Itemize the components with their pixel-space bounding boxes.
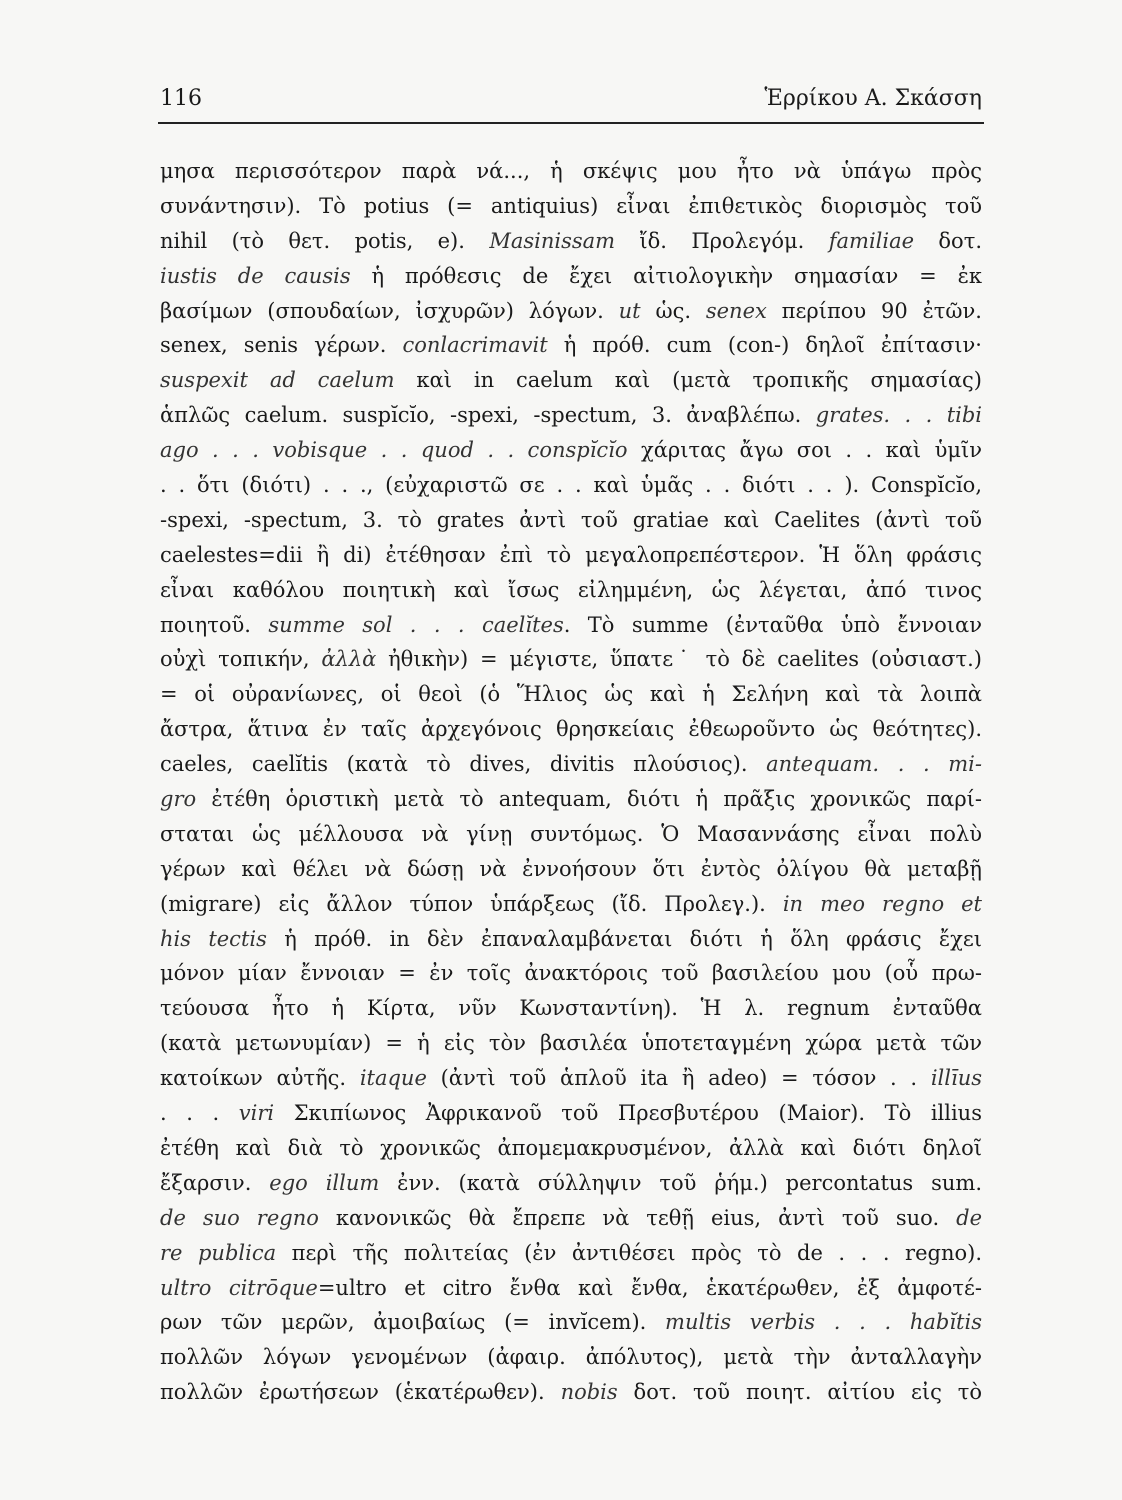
text-segment: ἡ πρόθ. in δὲν ἐπαναλαμβάνεται διότι ἡ ὅλη φράσις ἔχει bbox=[266, 926, 982, 951]
text-segment: caeles, caelĭtis (κατὰ τὸ dives, divitis πλούσιος). bbox=[160, 752, 767, 777]
text-segment: . Τὸ summe (ἐνταῦθα ὑπὸ ἔννοιαν bbox=[563, 612, 982, 637]
text-segment: ρων τῶν μερῶν, ἀμοιβαίως (= invĭcem). bbox=[160, 1310, 666, 1335]
text-line bbox=[160, 642, 982, 677]
text-segment: . . ὅτι (διότι) . . ., (εὐχαριστῶ σε . . καὶ ὑμᾶς . . διότι . . ). Conspĭcĭo, bbox=[160, 473, 982, 498]
latin-lemma: grates. . . tibi bbox=[815, 403, 983, 428]
text-line bbox=[160, 817, 982, 852]
text-segment: χάριτας ἄγω σοι . . καὶ ὑμῖν bbox=[627, 438, 982, 463]
text-segment: (κατὰ μετωνυμίαν) = ἡ εἰς τὸν βασιλέα ὑποτεταγμένη χώρα μετὰ τῶν bbox=[160, 1031, 982, 1056]
latin-lemma: his tectis bbox=[160, 926, 267, 951]
text-segment: nihil (τὸ θετ. potis, e). bbox=[160, 228, 490, 253]
latin-lemma: viri bbox=[238, 1101, 275, 1126]
text-line bbox=[160, 538, 982, 573]
running-title: Ἑρρίκου Α. Σκάσση bbox=[764, 86, 982, 111]
text-line bbox=[160, 1305, 982, 1340]
text-line bbox=[160, 573, 982, 608]
text-line bbox=[160, 189, 982, 224]
latin-lemma: gro bbox=[160, 787, 197, 812]
text-segment: ἐτέθη ὁριστικὴ μετὰ τὸ antequam, διότι ἡ πρᾶξις χρονικῶς παρί- bbox=[196, 787, 982, 812]
text-line bbox=[160, 328, 982, 363]
latin-lemma: ego illum bbox=[269, 1170, 380, 1195]
text-segment: περίπου 90 ἐτῶν. bbox=[766, 298, 982, 323]
text-line bbox=[160, 1131, 982, 1166]
text-segment: ἴδ. Προλεγόμ. bbox=[615, 228, 829, 253]
text-segment: ἐτέθη καὶ διὰ τὸ χρονικῶς ἀπομεμακρυσμένον, ἀλλὰ καὶ διότι δηλοῖ bbox=[160, 1135, 982, 1160]
text-segment: τεύουσα ἦτο ἡ Κίρτα, νῦν Κωνσταντίνη). Ἡ λ. regnum ἐνταῦθα bbox=[160, 996, 982, 1021]
latin-lemma: illīus bbox=[930, 1066, 982, 1091]
text-segment: (ἀντὶ τοῦ ἁπλοῦ ita ἢ adeo) = τόσον . . bbox=[426, 1066, 931, 1091]
latin-lemma: ago . . . vobisque . . quod . . conspĭcĭo bbox=[160, 438, 628, 463]
text-segment: πολλῶν ἐρωτήσεων (ἑκατέρωθεν). bbox=[160, 1380, 561, 1405]
text-segment: περὶ τῆς πολιτείας (ἐν ἀντιθέσει πρὸς τὸ de . . . regno). bbox=[276, 1240, 982, 1265]
text-segment: γέρων καὶ θέλει νὰ δώσῃ νὰ ἐννοήσουν ὅτι ἐντὸς ὀλίγου θὰ μεταβῇ bbox=[160, 856, 982, 881]
page-header bbox=[160, 82, 982, 116]
text-line bbox=[160, 224, 982, 259]
text-line bbox=[160, 1236, 982, 1271]
text-segment: εἶναι καθόλου ποιητικὴ καὶ ἴσως εἰλημμένη, ὡς λέγεται, ἀπό τινος bbox=[160, 577, 982, 602]
text-segment: ἠθικὴν) = μέγιστε, ὕπατε˙ τὸ δὲ caelites (οὐσιαστ.) bbox=[376, 647, 982, 672]
text-segment: κατοίκων αὐτῆς. bbox=[160, 1066, 360, 1091]
text-segment: πολλῶν λόγων γενομένων (ἀφαιρ. ἀπόλυτος), μετὰ τὴν ἀνταλλαγὴν bbox=[160, 1345, 982, 1370]
text-line bbox=[160, 677, 982, 712]
text-line bbox=[160, 887, 982, 922]
text-line bbox=[160, 468, 982, 503]
latin-lemma: in meo regno et bbox=[782, 891, 982, 916]
text-segment: Σκιπίωνος Ἀφρικανοῦ τοῦ Πρεσβυτέρου (Maior). Τὸ illius bbox=[274, 1101, 982, 1126]
latin-lemma: de bbox=[956, 1205, 982, 1230]
text-segment: ὡς. bbox=[640, 298, 706, 323]
latin-lemma: itaque bbox=[359, 1066, 427, 1091]
latin-lemma: antequam. . . mi- bbox=[766, 752, 982, 777]
text-segment: ἡ πρόθεσις de ἔχει αἰτιολογικὴν σημασίαν = ἐκ bbox=[350, 263, 982, 288]
text-segment: = οἱ οὐρανίωνες, οἱ θεοὶ (ὁ Ἥλιος ὡς καὶ ἡ Σελήνη καὶ τὰ λοιπὰ bbox=[160, 682, 982, 707]
text-segment: (migrare) εἰς ἄλλον τύπον ὑπάρξεως (ἴδ. Προλεγ.). bbox=[160, 891, 783, 916]
latin-lemma: ut bbox=[618, 298, 641, 323]
text-line bbox=[160, 782, 982, 817]
text-line bbox=[160, 852, 982, 887]
text-line bbox=[160, 1340, 982, 1375]
text-line bbox=[160, 363, 982, 398]
text-segment: ἁπλῶς caelum. suspĭcĭo, -spexi, -spectum, 3. ἀναβλέπω. bbox=[160, 403, 816, 428]
header-rule bbox=[158, 122, 984, 124]
text-segment: =ultro et citro ἔνθα καὶ ἔνθα, ἑκατέρωθεν, ἐξ ἀμφοτέ- bbox=[317, 1275, 983, 1300]
body-text bbox=[160, 154, 982, 1410]
text-line bbox=[160, 1201, 982, 1236]
latin-lemma: ἀλλὰ bbox=[321, 647, 377, 672]
text-line bbox=[160, 991, 982, 1026]
text-segment: . . . bbox=[160, 1101, 239, 1126]
text-line bbox=[160, 1166, 982, 1201]
text-segment: σταται ὡς μέλλουσα νὰ γίνῃ συντόμως. Ὁ Μασαννάσης εἶναι πολὺ bbox=[160, 821, 982, 846]
text-segment: ἄστρα, ἅτινα ἐν ταῖς ἀρχεγόνοις θρησκείαις ἐθεωροῦντο ὡς θεότητες). bbox=[160, 717, 982, 742]
text-line bbox=[160, 922, 982, 957]
text-line bbox=[160, 1026, 982, 1061]
latin-lemma: summe sol . . . caelĭtes bbox=[268, 612, 564, 637]
latin-lemma: senex bbox=[705, 298, 767, 323]
text-segment: ἡ πρόθ. cum (con-) δηλοῖ ἐπίτασιν· bbox=[547, 333, 982, 358]
latin-lemma: iustis de causis bbox=[160, 263, 351, 288]
latin-lemma: re publica bbox=[160, 1240, 277, 1265]
text-segment: caelestes=dii ἢ di) ἐτέθησαν ἐπὶ τὸ μεγαλοπρεπέστερον. Ἡ ὅλη φράσις bbox=[160, 542, 982, 567]
text-segment: οὐχὶ τοπικήν, bbox=[160, 647, 322, 672]
page-number: 116 bbox=[160, 86, 202, 111]
text-line bbox=[160, 154, 982, 189]
latin-lemma: de suo regno bbox=[160, 1205, 319, 1230]
text-line bbox=[160, 433, 982, 468]
text-segment: -spexi, -spectum, 3. τὸ grates ἀντὶ τοῦ gratiae καὶ Caelites (ἀντὶ τοῦ bbox=[160, 507, 982, 532]
latin-lemma: familiae bbox=[828, 228, 915, 253]
text-segment: συνάντησιν). Τὸ potius (= antiquius) εἶναι ἐπιθετικὸς διορισμὸς τοῦ bbox=[160, 193, 982, 218]
latin-lemma: conlacrimavit bbox=[402, 333, 548, 358]
text-line bbox=[160, 956, 982, 991]
text-segment: ἔξαρσιν. bbox=[160, 1170, 270, 1195]
text-line bbox=[160, 294, 982, 329]
text-segment: μόνον μίαν ἔννοιαν = ἐν τοῖς ἀνακτόροις τοῦ βασιλείου μου (οὗ πρω- bbox=[160, 961, 982, 986]
text-line bbox=[160, 1096, 982, 1131]
text-segment: senex, senis γέρων. bbox=[160, 333, 403, 358]
latin-lemma: multis verbis . . . habĭtis bbox=[665, 1310, 982, 1335]
latin-lemma: ultro citrōque bbox=[160, 1275, 318, 1300]
text-line bbox=[160, 1375, 982, 1410]
latin-lemma: nobis bbox=[560, 1380, 618, 1405]
text-line bbox=[160, 398, 982, 433]
latin-lemma: Masinissam bbox=[489, 228, 616, 253]
text-segment: βασίμων (σπουδαίων, ἰσχυρῶν) λόγων. bbox=[160, 298, 619, 323]
text-line bbox=[160, 1271, 982, 1306]
text-line bbox=[160, 747, 982, 782]
text-segment: δοτ. bbox=[914, 228, 982, 253]
text-line bbox=[160, 259, 982, 294]
text-segment: δοτ. τοῦ ποιητ. αἰτίου εἰς τὸ bbox=[617, 1380, 982, 1405]
text-line bbox=[160, 1061, 982, 1096]
text-segment: μησα περισσότερον παρὰ νά..., ἡ σκέψις μου ἦτο νὰ ὑπάγω πρὸς bbox=[160, 159, 982, 183]
text-segment: καὶ in caelum καὶ (μετὰ τροπικῆς σημασίας) bbox=[394, 368, 982, 393]
latin-lemma: suspexit ad caelum bbox=[160, 368, 395, 393]
text-segment: κανονικῶς θὰ ἔπρεπε νὰ τεθῇ eius, ἀντὶ τοῦ suo. bbox=[318, 1205, 957, 1230]
text-line bbox=[160, 503, 982, 538]
text-segment: ἐνν. (κατὰ σύλληψιν τοῦ ῥήμ.) percontatus sum. bbox=[379, 1170, 982, 1195]
text-segment: ποιητοῦ. bbox=[160, 612, 269, 637]
text-line bbox=[160, 712, 982, 747]
text-line bbox=[160, 608, 982, 643]
